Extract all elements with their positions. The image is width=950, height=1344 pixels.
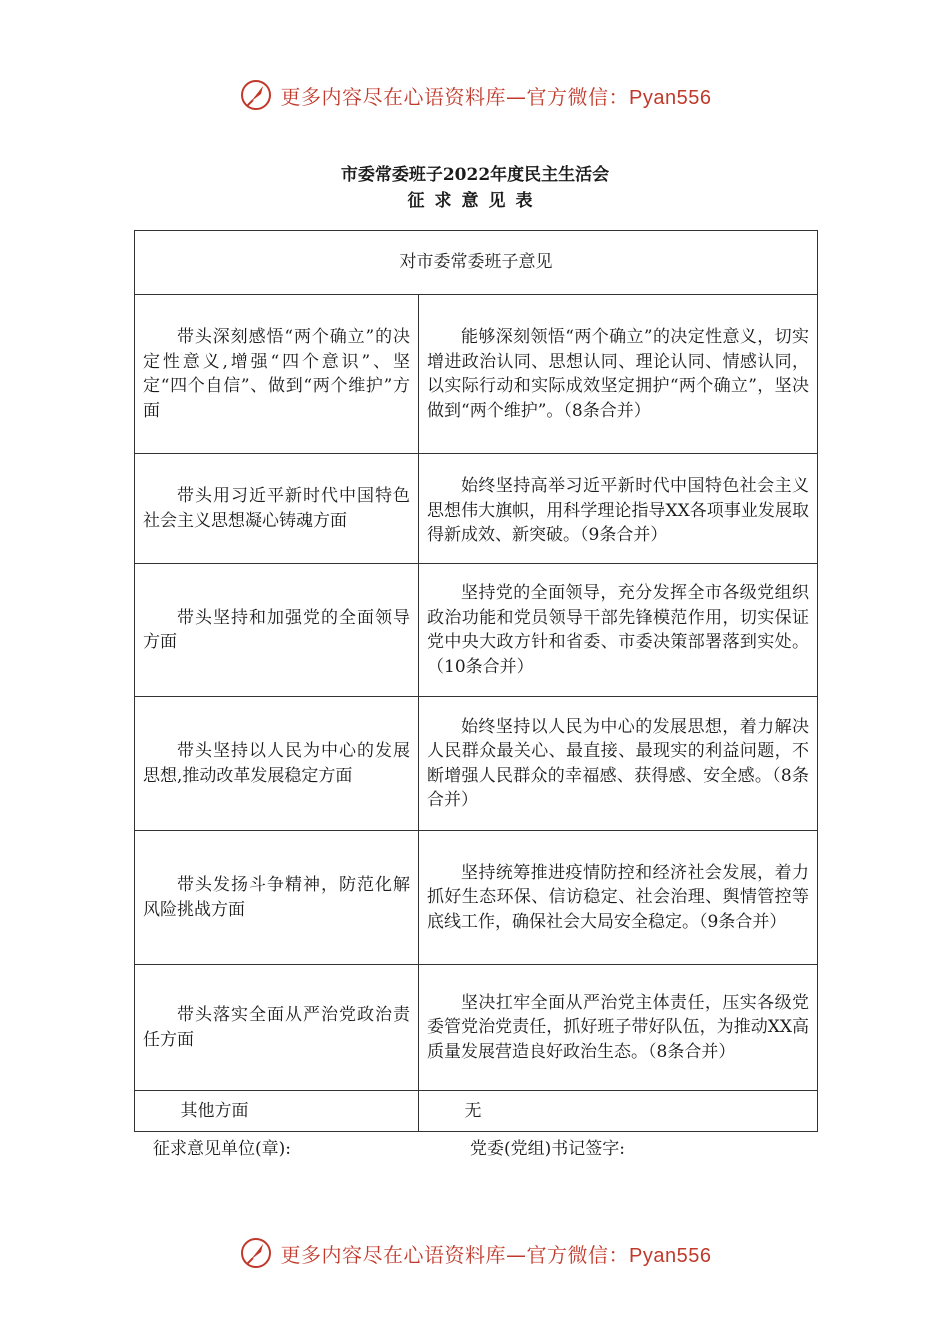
document-subtitle: 征求意见表	[407, 191, 543, 211]
document-title: 市委常委班子2022年度民主生活会	[340, 165, 610, 185]
watermark-text: 更多内容尽在心语资料库—官方微信：Pyan556	[280, 84, 712, 109]
opinion-cell: 始终坚持以人民为中心的发展思想，着力解决人民群众最关心、最直接、最现实的利益问题，不断增强人民群众的幸福感、获得感、安全感。（8条合并）	[419, 697, 818, 831]
opinion-table	[134, 230, 818, 1132]
aspect-cell: 带头发扬斗争精神，防范化解风险挑战方面	[135, 831, 419, 965]
opinion-cell: 坚持党的全面领导，充分发挥全市各级党组织政治功能和党员领导干部先锋模范作用，切实保证党中央大政方针和省委、市委决策部署落到实处。（10条合并）	[419, 564, 818, 697]
opinion-cell: 无	[419, 1091, 818, 1132]
table-row	[135, 697, 818, 831]
feather-logo-icon	[239, 78, 273, 112]
opinion-cell: 能够深刻领悟“两个确立”的决定性意义，切实增进政治认同、思想认同、理论认同、情感认同，以实际行动和实际成效坚定拥护“两个确立”，坚决做到“两个维护”。（8条合并）	[419, 295, 818, 454]
unit-seal-label: 征求意见单位(章):	[153, 1139, 291, 1159]
watermark-text: 更多内容尽在心语资料库—官方微信：Pyan556	[280, 1242, 712, 1267]
table-header: 对市委常委班子意见	[135, 231, 818, 295]
aspect-cell: 带头坚持和加强党的全面领导方面	[135, 564, 419, 697]
opinion-cell: 坚持统筹推进疫情防控和经济社会发展，着力抓好生态环保、信访稳定、社会治理、舆情管控等底线工作，确保社会大局安全稳定。（9条合并）	[419, 831, 818, 965]
table-row	[135, 295, 818, 454]
opinion-cell: 坚决扛牢全面从严治党主体责任，压实各级党委管党治党责任，抓好班子带好队伍，为推动XX高质量发展营造良好政治生态。（8条合并）	[419, 965, 818, 1091]
table-row	[135, 831, 818, 965]
watermark-bottom	[0, 1236, 950, 1270]
table-row	[135, 564, 818, 697]
aspect-cell: 带头坚持以人民为中心的发展思想,推动改革发展稳定方面	[135, 697, 419, 831]
table-row	[135, 965, 818, 1091]
table-row	[135, 454, 818, 564]
table-header-row	[135, 231, 818, 295]
watermark-top	[0, 78, 950, 112]
aspect-cell: 带头用习近平新时代中国特色社会主义思想凝心铸魂方面	[135, 454, 419, 564]
secretary-signature-label: 党委(党组)书记签字:	[470, 1139, 625, 1159]
aspect-cell: 带头落实全面从严治党政治责任方面	[135, 965, 419, 1091]
opinion-cell: 始终坚持高举习近平新时代中国特色社会主义思想伟大旗帜，用科学理论指导XX各项事业发展取得新成效、新突破。（9条合并）	[419, 454, 818, 564]
table-row-other	[135, 1091, 818, 1132]
aspect-cell: 带头深刻感悟“两个确立”的决定性意义,增强“四个意识”、坚定“四个自信”、做到“两个维护”方面	[135, 295, 419, 454]
aspect-cell: 其他方面	[135, 1091, 419, 1132]
feather-logo-icon	[239, 1236, 273, 1270]
